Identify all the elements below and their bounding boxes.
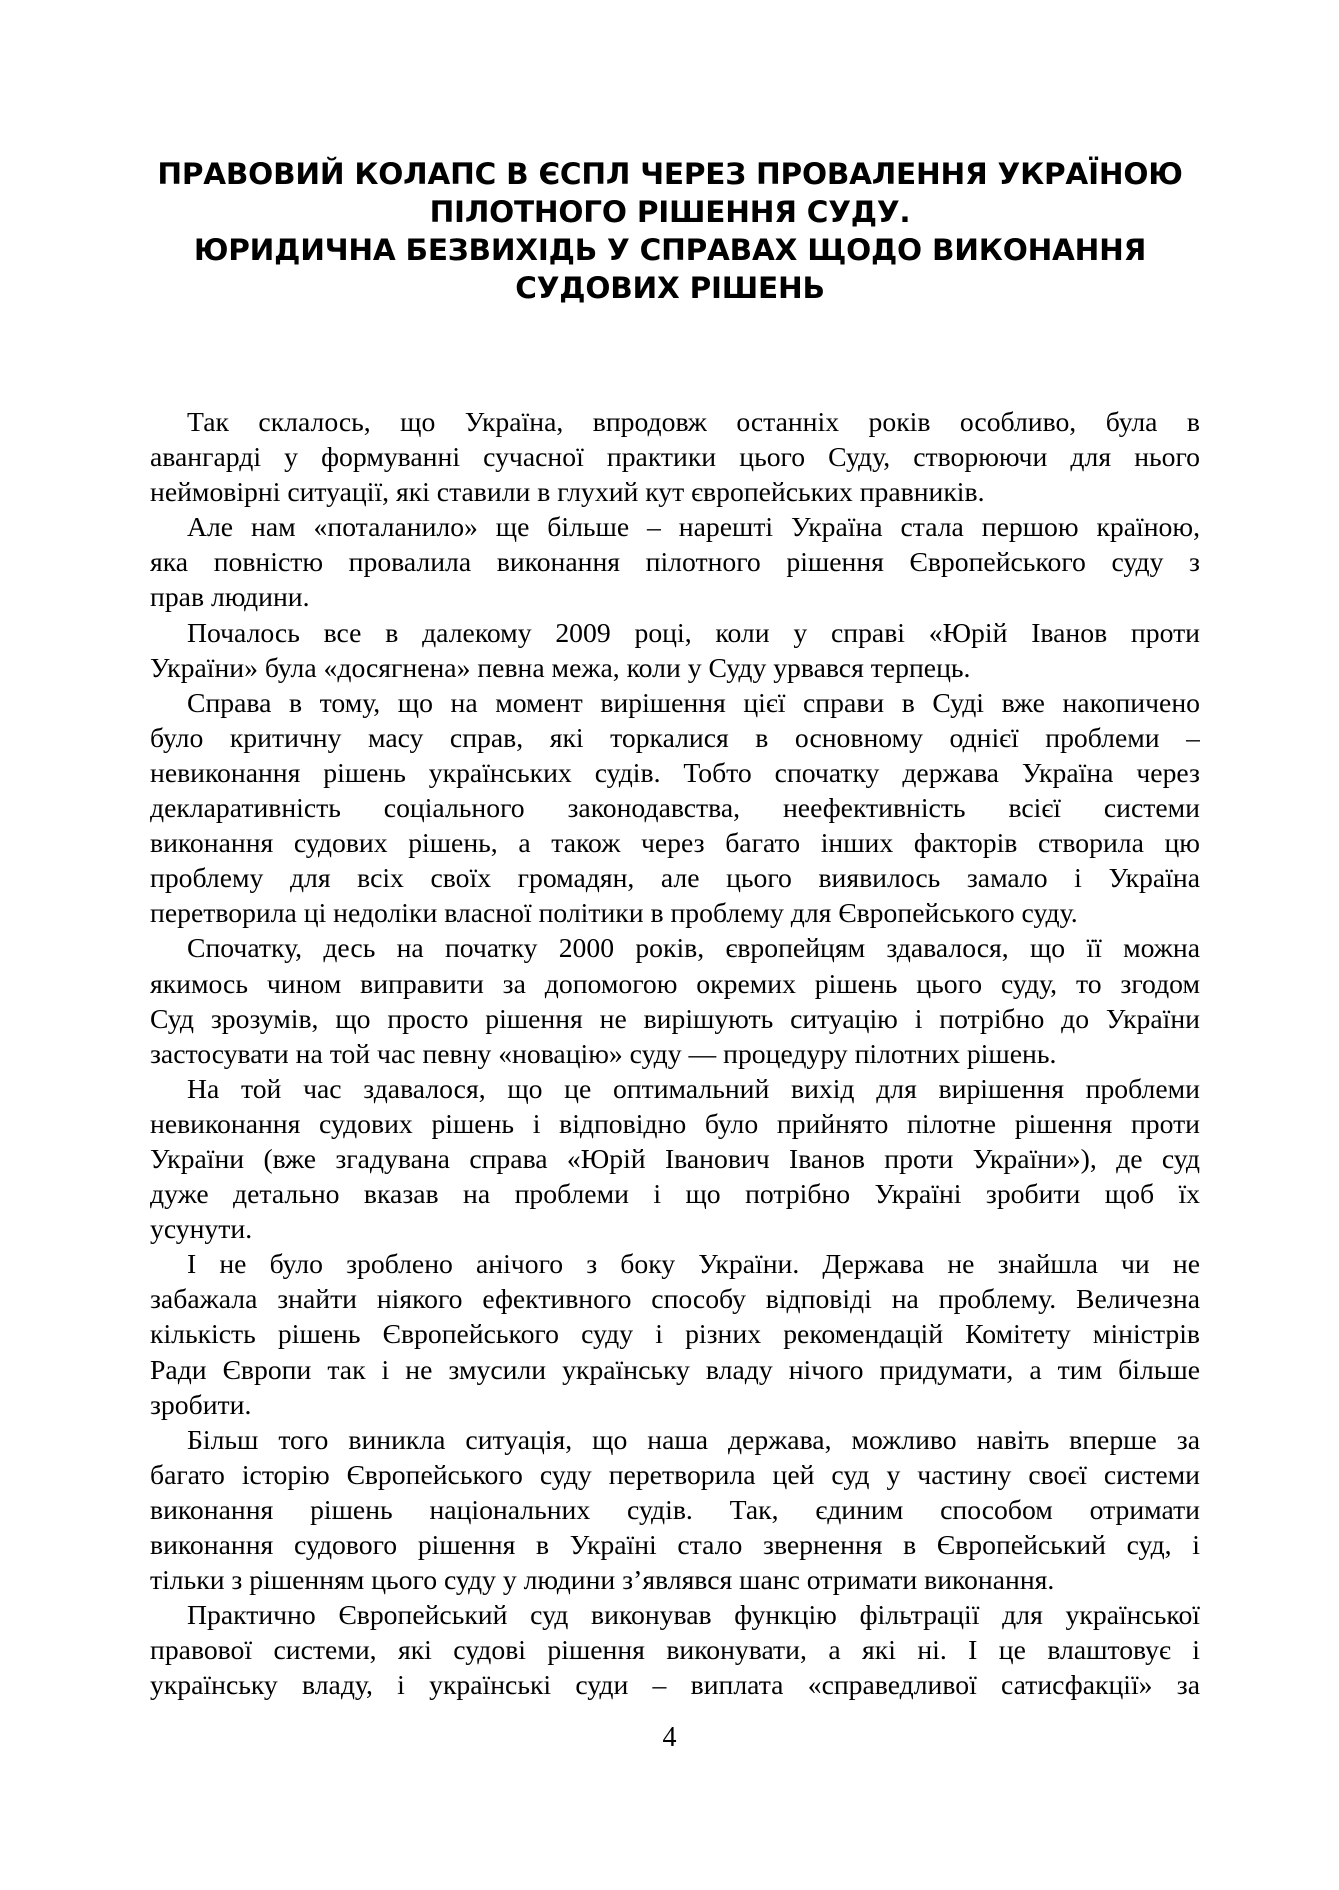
paragraph xyxy=(150,404,1200,509)
paragraph-line: забажала знайти ніякого ефективного способу відповіді на проблему. Величезна xyxy=(150,1283,1200,1315)
paragraph xyxy=(150,1422,1200,1597)
paragraph-line: українську владу, і українські суди – виплата «справедливої сатисфакції» за xyxy=(150,1669,1200,1701)
paragraph-line: дуже детально вказав на проблеми і що потрібно Україні зробити щоб їх xyxy=(150,1178,1200,1210)
paragraph-line: Ради Європи так і не змусили українську владу нічого придумати, а тим більше xyxy=(150,1353,1200,1385)
title-line: ПІЛОТНОГО РІШЕННЯ СУДУ. xyxy=(429,195,911,229)
paragraph-line: декларативність соціального законодавства, неефективність всієї системи xyxy=(150,792,1200,824)
paragraph-line: України» була «досягнена» певна межа, коли у Суду урвався терпець. xyxy=(150,651,971,683)
paragraph-line: Так склалось, що Україна, впродовж останніх років особливо, була в xyxy=(187,406,1200,437)
paragraph-line: На той час здавалося, що це оптимальний вихід для вирішення проблеми xyxy=(187,1072,1200,1104)
paragraph-line: Більш того виникла ситуація, що наша держава, можливо навіть вперше за xyxy=(187,1423,1200,1455)
paragraph-line: Справа в тому, що на момент вирішення цієї справи в Суді вже накопичено xyxy=(187,686,1200,718)
paragraph-line: правової системи, які судові рішення виконувати, а які ні. І це влаштовує і xyxy=(150,1634,1200,1666)
paragraph-line: багато історію Європейського суду перетворила цей суд у частину своєї системи xyxy=(150,1458,1200,1490)
paragraph-line: виконання судових рішень, а також через багато інших факторів створила цю xyxy=(150,827,1200,859)
paragraph xyxy=(150,1597,1200,1702)
paragraph-line: Але нам «поталанило» ще більше – нарешті Україна стала першою країною, xyxy=(187,511,1200,543)
title-line: ЮРИДИЧНА БЕЗВИХІДЬ У СПРАВАХ ЩОДО ВИКОНАННЯ xyxy=(193,233,1147,267)
paragraph-line: Практично Європейський суд виконував функцію фільтрації для української xyxy=(187,1599,1200,1631)
paragraph-line: невиконання судових рішень і відповідно було прийнято пілотне рішення проти xyxy=(150,1107,1200,1139)
paragraph-line: Суд зрозумів, що просто рішення не вирішують ситуацію і потрібно до України xyxy=(150,1002,1200,1034)
paragraph xyxy=(150,509,1200,614)
paragraph xyxy=(150,615,1200,685)
paragraph-line: прав людини. xyxy=(150,581,310,613)
paragraph-line: України (вже згадувана справа «Юрій Іванович Іванов проти України»), де суд xyxy=(150,1142,1200,1174)
paragraph xyxy=(150,685,1200,931)
paragraph-line: проблему для всіх своїх громадян, але цього виявилось замало і Україна xyxy=(150,862,1200,894)
paragraph-line: І не було зроблено анічого з боку України. Держава не знайшла чи не xyxy=(187,1248,1200,1280)
title-line: ПРАВОВИЙ КОЛАПС В ЄСПЛ ЧЕРЕЗ ПРОВАЛЕННЯ УКРАЇНОЮ xyxy=(157,157,1183,191)
paragraph-line: перетворила ці недоліки власної політики в проблему для Європейського суду. xyxy=(150,897,1078,929)
paragraph-line: застосувати на той час певну «новацію» суду — процедуру пілотних рішень. xyxy=(150,1037,1057,1069)
paragraph-line: було критичну масу справ, які торкалися в основному однієї проблеми – xyxy=(150,721,1200,753)
paragraph-line: Спочатку, десь на початку 2000 років, європейцям здавалося, що її можна xyxy=(187,932,1200,964)
title-line: СУДОВИХ РІШЕНЬ xyxy=(515,271,825,305)
paragraph-line: виконання рішень національних судів. Так, єдиним способом отримати xyxy=(150,1493,1200,1525)
paragraph-line: невиконання рішень українських судів. Тобто спочатку держава Україна через xyxy=(150,756,1200,788)
document-body xyxy=(150,404,1200,1702)
paragraph-line: авангарді у формуванні сучасної практики цього Суду, створюючи для нього xyxy=(150,441,1200,473)
page-number: 4 xyxy=(662,1722,677,1753)
paragraph-line: тільки з рішенням цього суду у людини з’являвся шанс отримати виконання. xyxy=(150,1564,1055,1596)
paragraph xyxy=(150,1071,1200,1246)
paragraph xyxy=(150,1246,1200,1421)
paragraph-line: Почалось все в далекому 2009 році, коли у справі «Юрій Іванов проти xyxy=(187,616,1200,648)
paragraph-line: неймовірні ситуації, які ставили в глухий кут європейських правників. xyxy=(150,476,985,508)
paragraph-line: зробити. xyxy=(150,1388,252,1420)
paragraph-line: виконання судового рішення в Україні стало звернення в Європейський суд, і xyxy=(150,1529,1200,1560)
document-title xyxy=(150,155,1190,307)
paragraph xyxy=(150,930,1200,1070)
paragraph-line: усунути. xyxy=(150,1213,253,1245)
paragraph-line: кількість рішень Європейського суду і різних рекомендацій Комітету міністрів xyxy=(150,1318,1200,1350)
paragraph-line: яка повністю провалила виконання пілотного рішення Європейського суду з xyxy=(150,546,1200,578)
paragraph-line: якимось чином виправити за допомогою окремих рішень цього суду, то згодом xyxy=(150,967,1200,999)
